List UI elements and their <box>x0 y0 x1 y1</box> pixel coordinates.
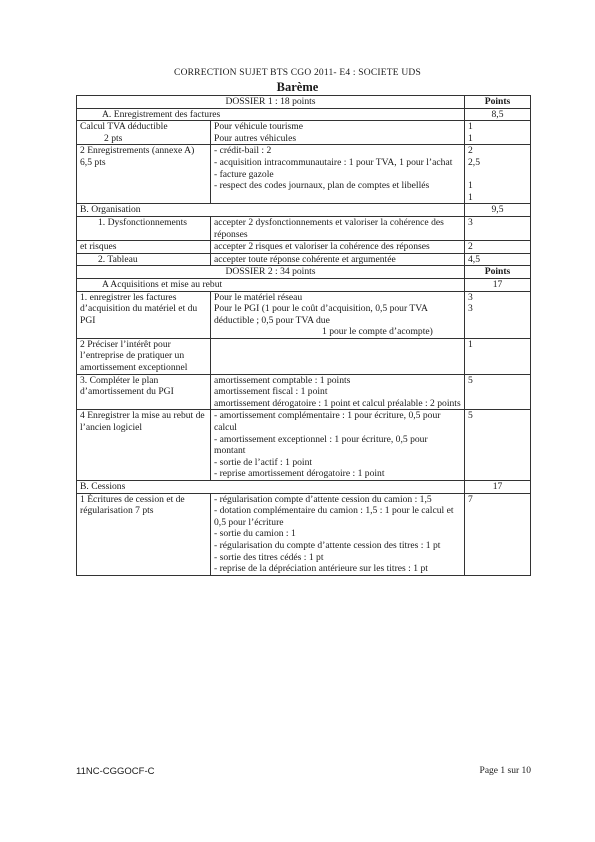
tableau-label: 2. Tableau <box>98 253 138 265</box>
detail-line: Pour autres véhicules <box>214 132 297 144</box>
points-spacer <box>468 169 527 181</box>
document-title: CORRECTION SUJET BTS CGO 2011- E4 : SOCIETE UDS <box>174 68 421 78</box>
points-value: 3 <box>468 303 473 315</box>
points-value: 2 <box>468 145 473 157</box>
detail-line: - régularisation compte d’attente cession du camion : 1,5 <box>214 493 432 505</box>
detail-line: - sortie du camion : 1 <box>214 528 296 540</box>
detail-line: - amortissement exceptionnel : 1 pour écriture, 0,5 pour montant <box>214 433 428 457</box>
row-detail: accepter 2 risques et valoriser la cohérence des réponses <box>211 241 465 254</box>
dossier2-section-a-label: A Acquisitions et mise au rebut <box>102 278 223 290</box>
table-row <box>77 145 531 204</box>
section-points: 8,5 <box>465 108 531 121</box>
section-points: 17 <box>465 278 531 291</box>
detail-line: - régularisation du compte d’attente cession des titres : 1 pt <box>214 539 441 551</box>
row-detail <box>211 374 465 410</box>
section-row <box>77 481 531 494</box>
row-label <box>77 216 211 240</box>
calcul-tva-sub: 2 pts <box>104 132 123 144</box>
section-row <box>77 108 531 121</box>
section-points: 17 <box>465 481 531 494</box>
table-row <box>77 241 531 254</box>
detail-line: Pour véhicule tourisme <box>214 121 303 133</box>
footer-code: 11NC-CGGOCF-C <box>76 766 155 777</box>
enregistrements-label: 2 Enregistrements (annexe A) <box>80 145 195 157</box>
detail-line: Pour le PGI (1 pour le coût d’acquisition, 0,5 pour TVA déductible ; 0,5 pour TVA due <box>214 303 428 326</box>
bareme-table <box>76 95 531 576</box>
table-row <box>77 493 531 575</box>
row-label: 3. Compléter le plan d’amortissement du PGI <box>77 374 211 410</box>
row-points: 3 <box>465 216 531 240</box>
section-row <box>77 204 531 217</box>
points-value: 2,5 <box>468 156 480 168</box>
points-header: Points <box>465 96 531 109</box>
detail-line: amortissement dérogatoire : 1 point et calcul préalable : 2 points <box>214 397 461 409</box>
row-points: 5 <box>465 374 531 410</box>
detail-line: - dotation complémentaire du camion : 1,5 : 1 pour le calcul et 0,5 pour l’écriture <box>214 505 454 528</box>
row-detail <box>211 291 465 338</box>
row-detail <box>211 493 465 575</box>
row-points: 7 <box>465 493 531 575</box>
points-value: 3 <box>468 291 473 303</box>
row-points: 4,5 <box>465 253 531 266</box>
table-row <box>77 410 531 481</box>
table-row <box>77 374 531 410</box>
detail-line: - amortissement complémentaire : 1 pour écriture, 0,5 pour calcul <box>214 410 441 434</box>
row-detail: accepter 2 dysfonctionnements et valoriser la cohérence des réponses <box>211 216 465 240</box>
section-row <box>77 278 531 291</box>
table-row <box>77 338 531 374</box>
section-b-cessions-label: B. Cessions <box>77 481 465 494</box>
dysfonctionnements-label: 1. Dysfonctionnements <box>98 216 187 228</box>
row-label: 4 Enregistrer la mise au rebut de l’ancien logiciel <box>77 410 211 481</box>
dossier2-title: DOSSIER 2 : 34 points <box>77 266 465 279</box>
row-detail <box>211 145 465 204</box>
detail-line: - respect des codes journaux, plan de comptes et libellés <box>214 180 430 192</box>
detail-line: - sortie des titres cédés : 1 pt <box>214 551 324 563</box>
row-points <box>465 291 531 338</box>
table-row <box>77 291 531 338</box>
row-label <box>77 145 211 204</box>
row-detail <box>211 410 465 481</box>
detail-line: 1 pour le compte d’acompte) <box>322 326 433 338</box>
section-points: 9,5 <box>465 204 531 217</box>
table-row <box>77 121 531 145</box>
points-value: 1 <box>468 191 473 203</box>
dossier1-header-row <box>77 96 531 109</box>
points-value: 1 <box>468 180 473 192</box>
row-detail <box>211 121 465 145</box>
section-label <box>77 108 465 121</box>
detail-line: - sortie de l’actif : 1 point <box>214 456 313 468</box>
row-label: 1 Écritures de cession et de régularisation 7 pts <box>77 493 211 575</box>
row-label: et risques <box>77 241 211 254</box>
row-label: 1. enregistrer les factures d’acquisition du matériel et du PGI <box>77 291 211 338</box>
row-label: 2 Préciser l’intérêt pour l’entreprise de pratiquer un amortissement exceptionnel <box>77 338 211 374</box>
detail-line: - reprise amortissement dérogatoire : 1 point <box>214 468 385 480</box>
detail-line: - acquisition intracommunautaire : 1 pour TVA, 1 pour l’achat <box>214 156 453 168</box>
footer-page-number: Page 1 sur 10 <box>479 766 531 776</box>
calcul-tva-label: Calcul TVA déductible <box>80 121 168 133</box>
dossier1-title: DOSSIER 1 : 18 points <box>77 96 465 109</box>
dossier2-header-row <box>77 266 531 279</box>
row-points: 2 <box>465 241 531 254</box>
enregistrements-sub: 6,5 pts <box>80 156 106 168</box>
document-subtitle: Barème <box>276 80 319 94</box>
detail-line: - reprise de la dépréciation antérieure sur les titres : 1 pt <box>214 563 428 575</box>
detail-line: - crédit-bail : 2 <box>214 145 272 157</box>
row-points <box>465 145 531 204</box>
points-value: 1 <box>468 121 473 133</box>
points-header: Points <box>465 266 531 279</box>
row-label <box>77 121 211 145</box>
row-label <box>77 253 211 266</box>
section-a-label: A. Enregistrement des factures <box>102 108 221 120</box>
detail-line: - facture gazole <box>214 168 274 180</box>
points-value: 1 <box>468 132 473 144</box>
row-points: 5 <box>465 410 531 481</box>
row-detail: accepter toute réponse cohérente et argumentée <box>211 253 465 266</box>
row-points <box>465 121 531 145</box>
detail-line: Pour le matériel réseau <box>214 291 303 303</box>
detail-line: amortissement comptable : 1 points <box>214 374 351 386</box>
section-label <box>77 278 465 291</box>
row-detail <box>211 338 465 374</box>
row-points: 1 <box>465 338 531 374</box>
section-b-label: B. Organisation <box>77 204 465 217</box>
detail-line: amortissement fiscal : 1 point <box>214 386 328 398</box>
table-row <box>77 216 531 240</box>
table-row <box>77 253 531 266</box>
